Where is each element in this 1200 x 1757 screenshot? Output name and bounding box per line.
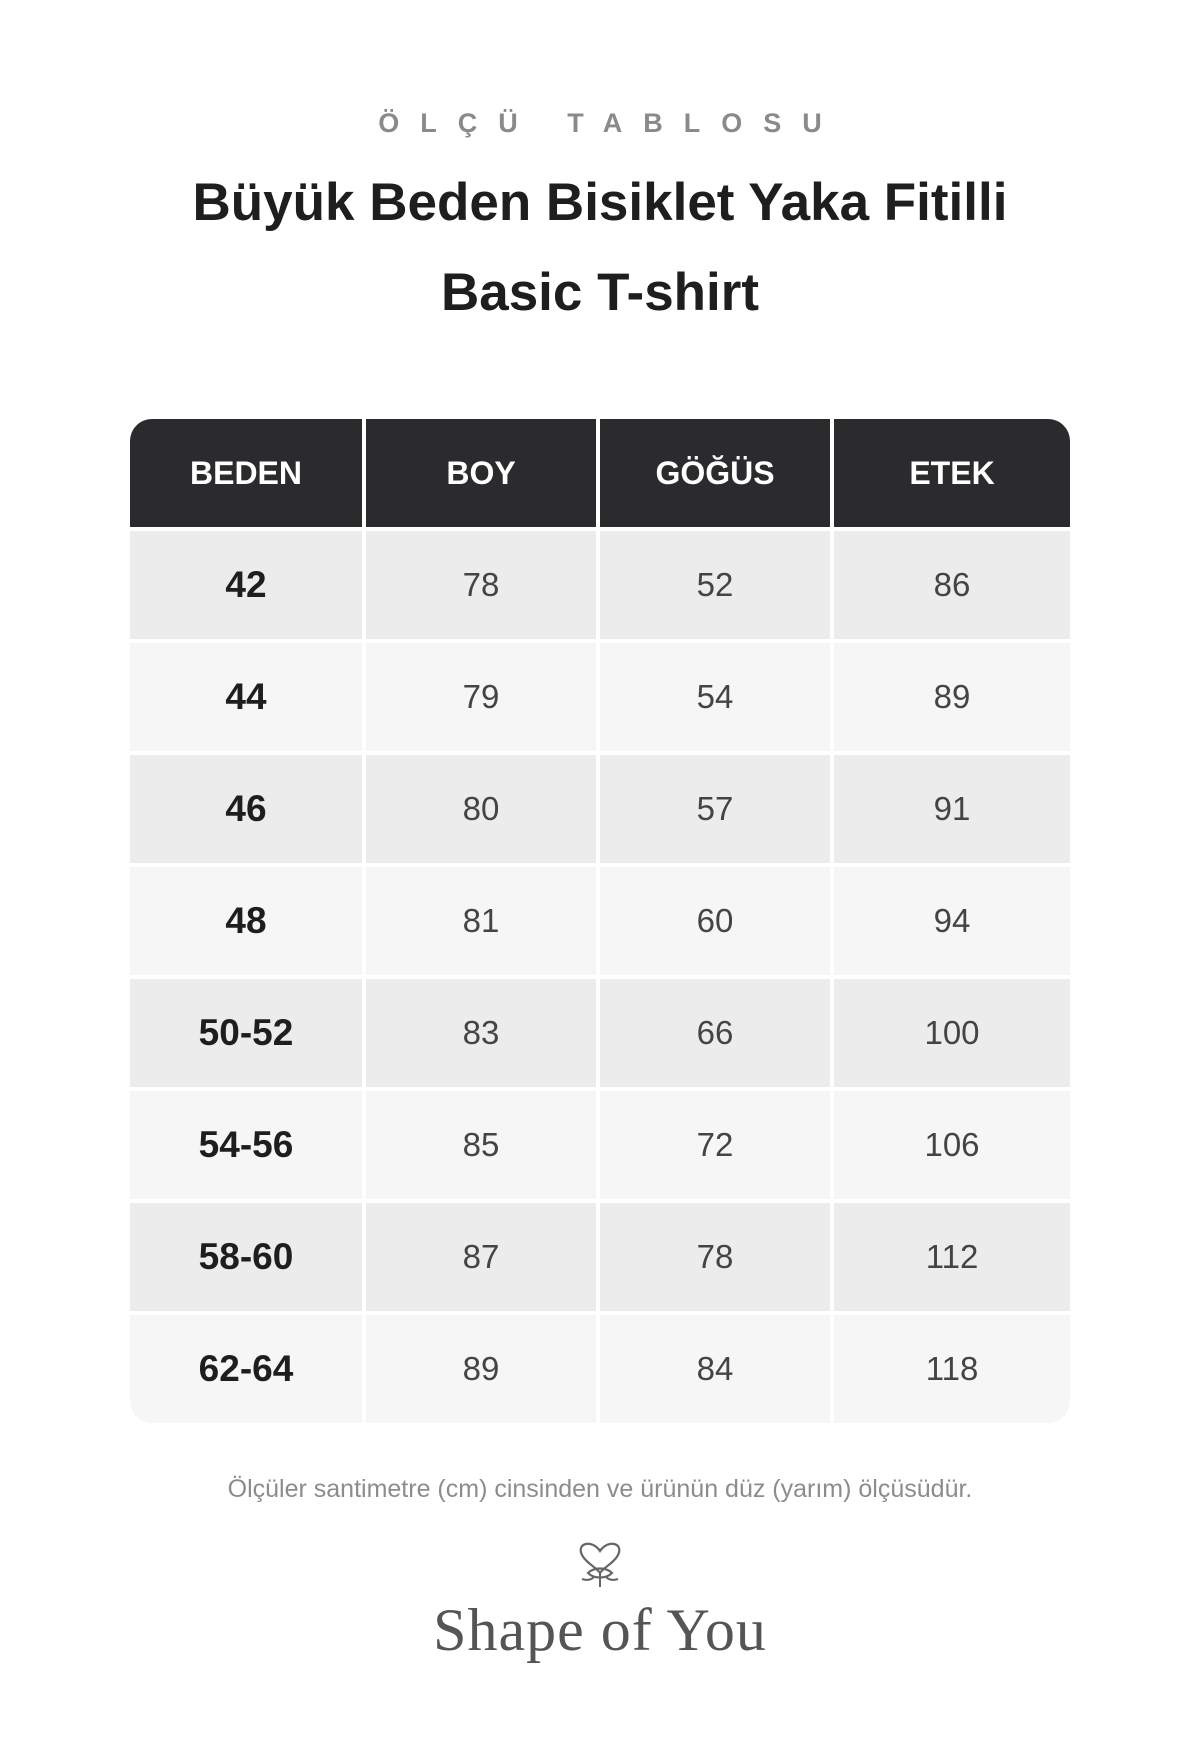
gogus-cell: 57: [600, 755, 830, 863]
boy-cell: 89: [366, 1315, 596, 1423]
column-header-etek: ETEK: [834, 419, 1070, 527]
size-cell: 58-60: [130, 1203, 362, 1311]
gogus-cell: 60: [600, 867, 830, 975]
size-cell: 62-64: [130, 1315, 362, 1423]
size-cell: 48: [130, 867, 362, 975]
etek-cell: 106: [834, 1091, 1070, 1199]
column-header-gogus: GÖĞÜS: [600, 419, 830, 527]
boy-cell: 78: [366, 531, 596, 639]
gogus-cell: 54: [600, 643, 830, 751]
etek-cell: 86: [834, 531, 1070, 639]
measurement-note: Ölçüler santimetre (cm) cinsinden ve ürünün düz (yarım) ölçüsüdür.: [227, 1475, 973, 1503]
etek-cell: 89: [834, 643, 1070, 751]
gogus-cell: 78: [600, 1203, 830, 1311]
column-header-boy: BOY: [366, 419, 596, 527]
etek-cell: 91: [834, 755, 1070, 863]
size-table: [130, 419, 1070, 1423]
size-cell: 42: [130, 531, 362, 639]
boy-cell: 79: [366, 643, 596, 751]
heart-ribbon-logo-icon: [570, 1533, 630, 1593]
etek-cell: 112: [834, 1203, 1070, 1311]
page-title: Büyük Beden Bisiklet Yaka Fitilli Basic T-shirt: [192, 173, 1008, 322]
gogus-cell: 84: [600, 1315, 830, 1423]
boy-cell: 87: [366, 1203, 596, 1311]
etek-cell: 118: [834, 1315, 1070, 1423]
column-header-beden: BEDEN: [130, 419, 362, 527]
overline-label: ÖLÇÜ TABLOSU: [378, 108, 843, 138]
gogus-cell: 66: [600, 979, 830, 1087]
boy-cell: 83: [366, 979, 596, 1087]
boy-cell: 80: [366, 755, 596, 863]
size-cell: 44: [130, 643, 362, 751]
size-cell: 46: [130, 755, 362, 863]
brand-logo-text: Shape of You: [433, 1597, 767, 1663]
boy-cell: 85: [366, 1091, 596, 1199]
gogus-cell: 52: [600, 531, 830, 639]
etek-cell: 100: [834, 979, 1070, 1087]
gogus-cell: 72: [600, 1091, 830, 1199]
size-cell: 50-52: [130, 979, 362, 1087]
boy-cell: 81: [366, 867, 596, 975]
size-cell: 54-56: [130, 1091, 362, 1199]
etek-cell: 94: [834, 867, 1070, 975]
